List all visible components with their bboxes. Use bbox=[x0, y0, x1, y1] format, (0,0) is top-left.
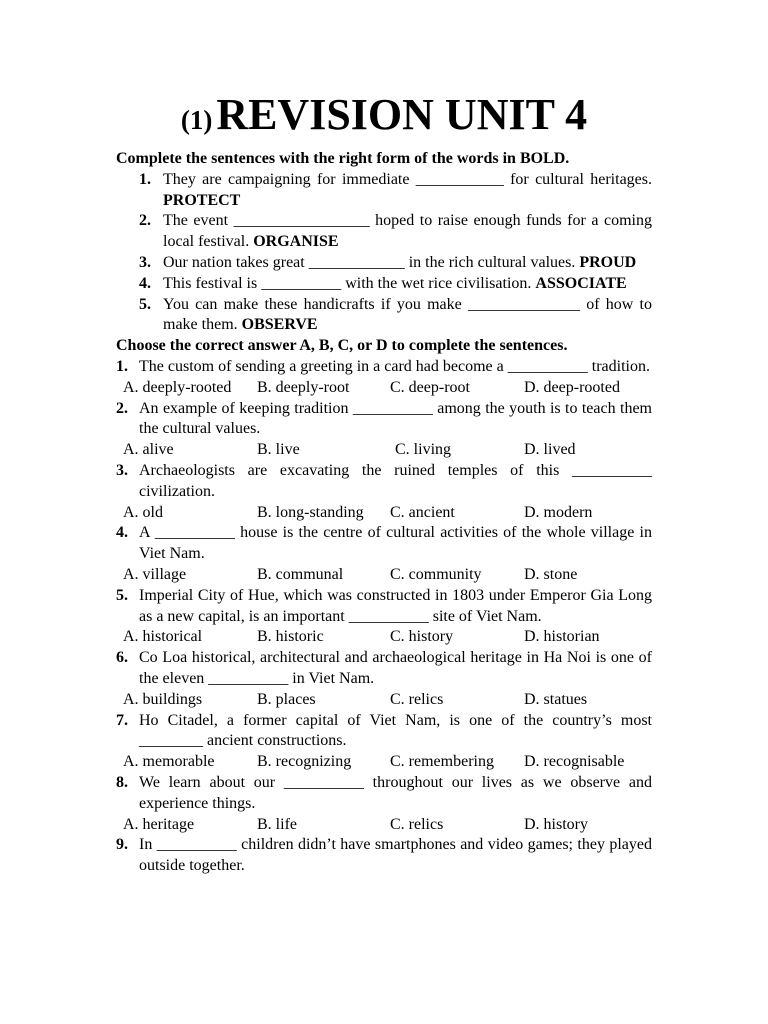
question-text: Imperial City of Hue, which was constructed in 1803 under Emperor Gia Long as a new capital, is an important __________ site of Viet Nam. bbox=[139, 586, 652, 625]
question-number: 8. bbox=[116, 773, 128, 791]
option-c: C. relics bbox=[390, 815, 444, 833]
worksheet-content bbox=[116, 149, 652, 877]
option-c: C. community bbox=[390, 565, 482, 583]
option-b: B. life bbox=[257, 815, 297, 833]
question-number: 6. bbox=[116, 649, 128, 667]
item-text: You can make these handicrafts if you make ______________ of how to make them. bbox=[163, 295, 652, 334]
option-c: C. history bbox=[390, 628, 454, 646]
question-4 bbox=[116, 523, 652, 565]
question-6 bbox=[116, 648, 652, 690]
option-b: B. recognizing bbox=[257, 753, 352, 771]
item-number: 1. bbox=[139, 170, 151, 188]
section-1-heading: Complete the sentences with the right form of the words in BOLD. bbox=[116, 150, 570, 167]
question-3 bbox=[116, 461, 652, 503]
option-c: C. living bbox=[395, 441, 452, 459]
answer-options bbox=[116, 627, 652, 648]
question-number: 9. bbox=[116, 836, 128, 854]
option-d: D. modern bbox=[524, 503, 593, 521]
item-text: The event _________________ hoped to raise enough funds for a coming local festival. bbox=[163, 212, 652, 251]
option-b: B. places bbox=[257, 690, 316, 708]
item-keyword: PROUD bbox=[579, 253, 637, 271]
question-8 bbox=[116, 773, 652, 815]
item-keyword: ASSOCIATE bbox=[535, 274, 627, 292]
exercise-1-item-3 bbox=[116, 253, 652, 274]
item-number: 5. bbox=[139, 295, 151, 313]
option-d: D. deep-rooted bbox=[524, 378, 620, 396]
question-text: In __________ children didn’t have smartphones and video games; they played outside together. bbox=[139, 836, 652, 875]
question-9 bbox=[116, 835, 652, 877]
question-text: An example of keeping tradition __________ among the youth is to teach them the cultural values. bbox=[139, 399, 652, 438]
item-text: This festival is __________ with the wet rice civilisation. bbox=[163, 274, 532, 292]
page-title bbox=[0, 86, 768, 154]
question-1 bbox=[116, 357, 652, 378]
option-a: A. heritage bbox=[123, 815, 195, 833]
question-text: Ho Citadel, a former capital of Viet Nam, is one of the country’s most ________ ancient constructions. bbox=[139, 711, 652, 750]
option-a: A. old bbox=[123, 503, 163, 521]
answer-options bbox=[116, 815, 652, 836]
question-7 bbox=[116, 711, 652, 753]
item-number: 2. bbox=[139, 212, 151, 230]
option-d: D. historian bbox=[524, 628, 600, 646]
option-c: C. relics bbox=[390, 690, 444, 708]
section-2-heading: Choose the correct answer A, B, C, or D to complete the sentences. bbox=[116, 337, 568, 355]
item-text: They are campaigning for immediate ___________ for cultural heritages. bbox=[163, 170, 652, 188]
question-text: The custom of sending a greeting in a card had become a __________ tradition. bbox=[139, 357, 650, 375]
exercise-1-item-5 bbox=[116, 295, 652, 337]
option-a: A. alive bbox=[123, 441, 174, 459]
option-b: B. long-standing bbox=[257, 503, 364, 521]
option-d: D. recognisable bbox=[524, 753, 625, 771]
answer-options bbox=[116, 503, 652, 524]
item-number: 3. bbox=[139, 253, 151, 271]
answer-options bbox=[116, 440, 652, 461]
option-a: A. deeply-rooted bbox=[123, 378, 232, 396]
option-a: A. memorable bbox=[123, 753, 215, 771]
option-d: D. lived bbox=[524, 441, 576, 459]
option-b: B. communal bbox=[257, 565, 344, 583]
title-number: (1) bbox=[180, 105, 213, 135]
item-text: Our nation takes great ____________ in the rich cultural values. bbox=[163, 253, 576, 271]
answer-options bbox=[116, 752, 652, 773]
exercise-1-item-4 bbox=[116, 274, 652, 295]
question-number: 1. bbox=[116, 357, 128, 375]
question-2 bbox=[116, 399, 652, 441]
option-d: D. stone bbox=[524, 565, 578, 583]
question-number: 7. bbox=[116, 711, 128, 729]
option-c: C. remembering bbox=[390, 753, 494, 771]
question-number: 2. bbox=[116, 399, 128, 417]
answer-options bbox=[116, 378, 652, 399]
question-5 bbox=[116, 586, 652, 628]
item-keyword: OBSERVE bbox=[241, 316, 318, 334]
option-d: D. statues bbox=[524, 690, 588, 708]
question-text: A __________ house is the centre of cultural activities of the whole village in Viet Nam. bbox=[139, 524, 652, 563]
answer-options bbox=[116, 565, 652, 586]
answer-options bbox=[116, 690, 652, 711]
exercise-1-item-2 bbox=[116, 211, 652, 253]
question-text: Archaeologists are excavating the ruined temples of this __________ civilization. bbox=[139, 461, 652, 500]
option-c: C. deep-root bbox=[390, 378, 470, 396]
question-text: We learn about our __________ throughout our lives as we observe and experience things. bbox=[139, 773, 652, 812]
question-number: 4. bbox=[116, 524, 128, 542]
item-keyword: ORGANISE bbox=[253, 233, 339, 251]
option-b: B. historic bbox=[257, 628, 324, 646]
option-b: B. deeply-root bbox=[257, 378, 350, 396]
exercise-1-item-1 bbox=[116, 170, 652, 212]
item-keyword: PROTECT bbox=[163, 191, 241, 209]
option-a: A. village bbox=[123, 565, 187, 583]
option-a: A. buildings bbox=[123, 690, 203, 708]
title-text: REVISION UNIT 4 bbox=[216, 90, 588, 139]
option-a: A. historical bbox=[123, 628, 203, 646]
question-number: 3. bbox=[116, 461, 128, 479]
question-number: 5. bbox=[116, 586, 128, 604]
item-number: 4. bbox=[139, 274, 151, 292]
question-text: Co Loa historical, architectural and archaeological heritage in Ha Noi is one of the eleven __________ in Viet Nam. bbox=[139, 649, 652, 687]
option-b: B. live bbox=[257, 441, 300, 459]
option-d: D. history bbox=[524, 815, 588, 833]
option-c: C. ancient bbox=[390, 503, 455, 521]
